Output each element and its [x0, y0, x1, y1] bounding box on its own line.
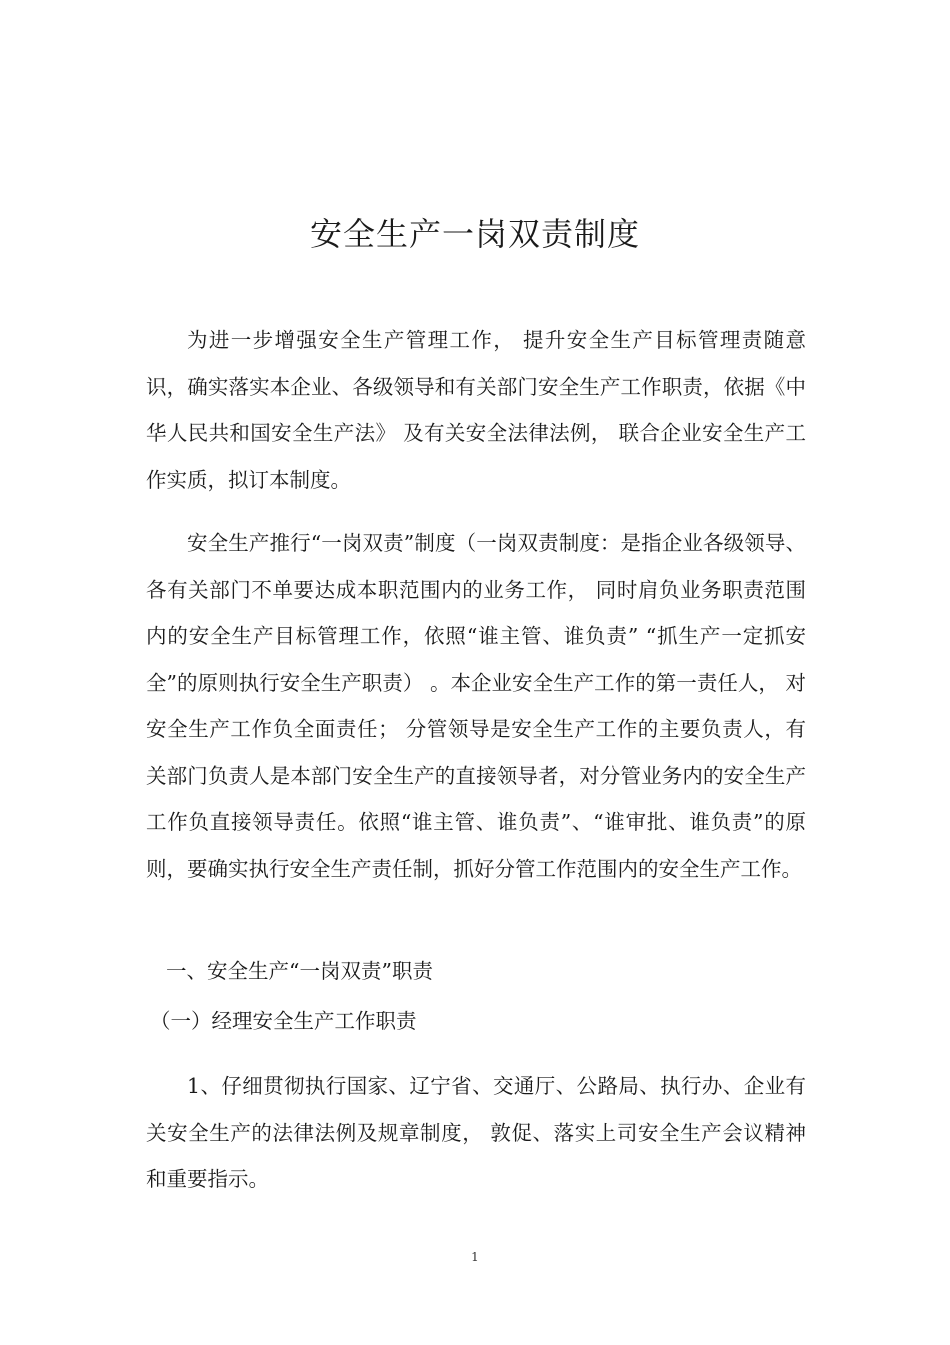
document-title: 安全生产一岗双责制度: [309, 215, 640, 253]
subsection-heading: （一）经理安全生产工作职责: [150, 1009, 417, 1033]
intro-paragraph: 为进一步增强安全生产管理工作， 提升安全生产目标管理责随意识，确实落实本企业、各级领导和有关部门安全生产工作职责，依据《中华人民共和国安全生产法》 及有关安全法律法例， 联合企业安全生产工作实质，拟订本制度。: [146, 328, 806, 492]
duty-item-paragraph: 1、仔细贯彻执行国家、辽宁省、交通厅、公路局、执行办、企业有关安全生产的法律法例及规章制度， 敦促、落实上司安全生产会议精神和重要指示。: [146, 1074, 806, 1191]
definition-paragraph: 安全生产推行“一岗双责”制度（一岗双责制度：是指企业各级领导、各有关部门不单要达成本职范围内的业务工作， 同时肩负业务职责范围内的安全生产目标管理工作，依照“谁主管、谁负责” “抓生产一定抓安全”的原则执行安全生产职责） 。本企业安全生产工作的第一责任人， 对安全生产工作负全面责任； 分管领导是安全生产工作的主要负责人，有关部门负责人是本部门安全生产的直接领导者，对分管业务内的安全生产工作负直接领导责任。依照“谁主管、谁负责”、“谁审批、谁负责”的原则，要确实执行安全生产责任制，抓好分管工作范围内的安全生产工作。: [146, 531, 806, 881]
page-number: 1: [471, 1250, 479, 1264]
section-heading: 一、安全生产“一岗双责”职责: [166, 959, 433, 983]
